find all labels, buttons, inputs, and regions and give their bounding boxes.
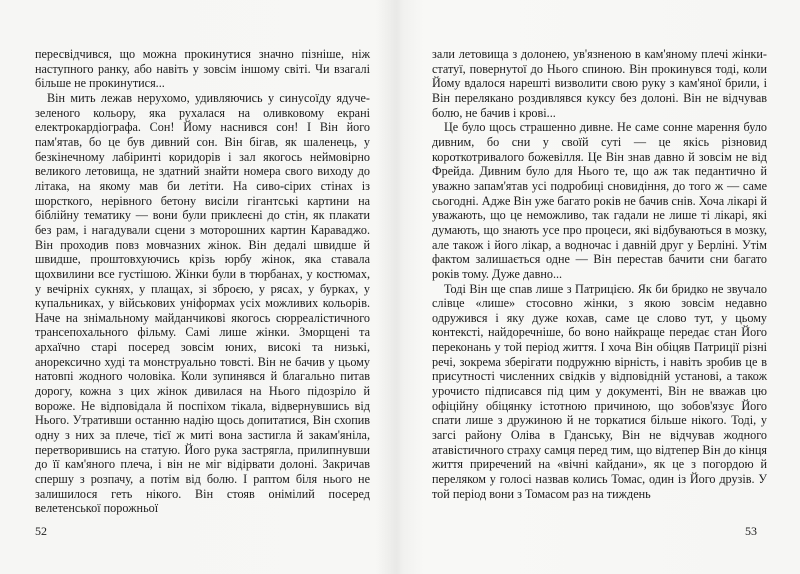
right-page-number: 53	[745, 524, 757, 538]
right-paragraph-2: Це було щось страшенно дивне. Не саме сонне марення було дивним, бо сни у своїй суті — це якісь різновид короткотривалого божевілля. Це Він знав давно й зовсім не від Фрейда. Дивним було для Нього те, що аж так педантично й уважно запам'ятав усі подробиці сновидіння, до того ж — саме сьогодні. Адже Він уже багато років не бачив снів. Хоча лікарі й уважають, що це неможливо, так гадали не лише ті лікарі, які думають, що знають усе про процеси, які відбуваються в мозку, але також і його лікар, а водночас і давній друг у Берліні. Утім фактом залишається одне — Він перестав бачити сни багато років тому. Дуже давно...	[432, 120, 767, 281]
left-paragraph-1: пересвідчився, що можна прокинутися значно пізніше, ніж наступного ранку, або навіть у зовсім іншому світі. Чи взагалі більше не прокинутися...	[35, 47, 370, 91]
left-paragraph-2: Він мить лежав нерухомо, удивляючись у синусоїду ядуче-зеленого кольору, яка рухалася на оливковому екрані електрокардіографа. Сон! Йому наснився сон! І Він його пам'ятав, бо це був дивний сон. Він бігав, як шаленець, у безкінечному лабіринті коридорів і зал якогось неймовірно великого летовища, не здатний знайти номера свого виходу до літака, на якому мав би летіти. На сиво-сірих стінах із шорсткого, нерівного бетону висіли гігантські картини на біблійну тематику — вони були приклеєні до стін, як плакати без рам, і нагадували сцени з моторошних картин Караваджо. Він проходив повз мовчазних жінок. Він дедалі швидше й швидше, проштовхуючись крізь юрбу жінок, яка ставала щохвилини все густішою. Жінки були в тюрбанах, у костюмах, у вечірніх сукнях, у плащах, зі зброєю, у рясах, у бурках, у купальниках, у військових уніформах усіх можливих кольорів. Наче на знімальному майданчикові якогось сюрреалістичного трансепохального фільму. Самі лише жінки. Зморщені та архаїчно старі посеред зовсім юних, високі та низькі, анорексично худі та монструально товсті. Він не бачив у цьому натовпі жодного чоловіка. Коли зупинявся й благально питав дорогу, кожна з цих жінок дивилася на Нього підозріло й вороже. Не відповідала й поспіхом тікала, відвернувшись від Нього. Утративши останню надію щось допитатися, Він схопив одну з них за плече, тієї ж миті вона застигла й закам'яніла, перетворившись на статую. Його рука застрягла, прилипнувши до її кам'яного плеча, і він не міг відірвати долоні. Закричав спершу з розпачу, а потім від болю. І раптом біля нього не залишилося геть нікого. Він стояв онімілий посеред велетенської порожньої	[35, 90, 370, 516]
right-page	[432, 47, 767, 501]
left-page	[35, 47, 370, 516]
right-paragraph-1: зали летовища з долонею, ув'язненою в кам'яному плечі жінки-статуї, повернутої до Нього спиною. Він прокинувся тоді, коли Йому вдалося нарешті визволити свою руку з кам'яної брили, і Він перелякано роздивлявся куксу без долоні. Він не відчував болю, не бачив і крові...	[432, 47, 767, 120]
right-paragraph-3: Тоді Він ще спав лише з Патрицією. Як би бридко не звучало слівце «лише» стосовно жінки, з якою зовсім недавно одружився і яку дуже кохав, саме це слово тут, у цьому контексті, найдоречніше, бо воно найкраще передає стан Його переконань у той період життя. І хоча Він обіцяв Патриції різні речі, зокрема зберігати подружню вірність, і навіть зробив це в присутності численних свідків у відповідній установі, а також урочисто підписався під цим у документі, Він не вважав цю офіційну обіцянку істотною причиною, що зобов'язує Його спати лише з дружиною й не торкатися більше нікого. Тоді, у загсі району Оліва в Гданську, Він не відчував жодного атавістичного страху самця перед тим, що відтепер Він до кінця життя приречений на «вічні кайдани», як це з погордою й переляком у голосі назвав колись Томас, один із Його друзів. У той період вони з Томасом раз на тиждень	[432, 281, 767, 501]
left-page-number: 52	[35, 524, 47, 538]
